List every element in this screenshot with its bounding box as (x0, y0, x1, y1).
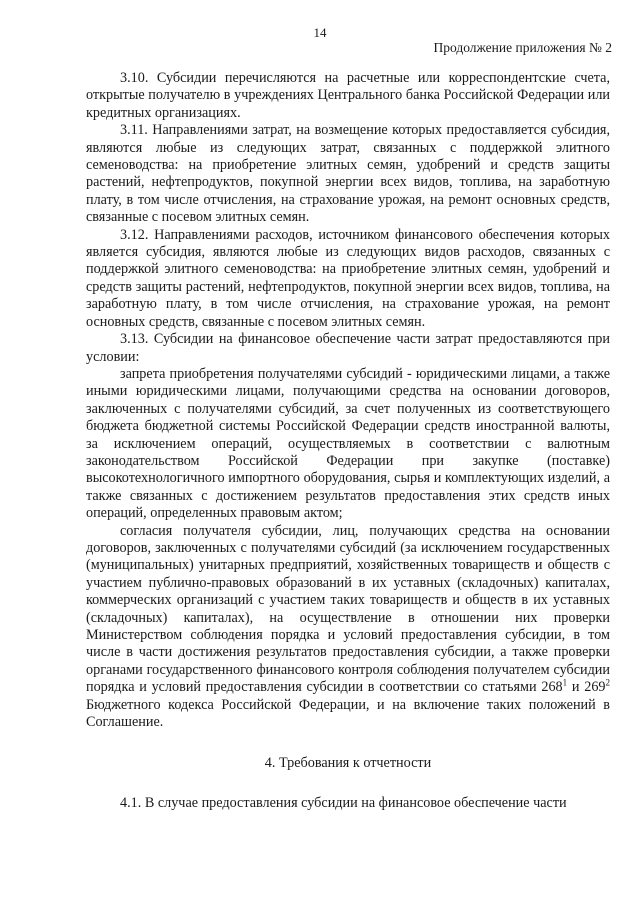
paragraph-3-13: 3.13. Субсидии на финансовое обеспечение части затрат предоставляются при условии: (86, 331, 610, 365)
consent-text-part-1: согласия получателя субсидии, лиц, получающих средства на основании договоров, заключенных с получателями субсидий (за исключением государственных (муниципальных) унитарных предприятий, хозяйственных товариществ и обществ с участием публично-правовых образований в их уставных (складочных) капиталах, коммерческих организаций с участием таких товариществ и обществ в их уставных (складочных) капиталах), на осуществление в отношении них проверки Министерством соблюдения порядка и условий предоставления субсидии, в том числе в части достижения результатов предоставления субсидии, а также проверки органами государственного финансового контроля соблюдения получателем субсидии порядка и условий предоставления субсидии в соответствии со статьями 268 (86, 522, 610, 696)
consent-text-part-2: и 269 (567, 679, 606, 696)
paragraph-4-1: 4.1. В случае предоставления субсидии на финансовое обеспечение части (120, 794, 567, 811)
paragraph-prohibition-condition: запрета приобретения получателями субсидий - юридическими лицами, а также иными юридическими лицами, получающими средства на основании договоров, заключенных с получателями субсидий, за счет полученных из соответствующего бюджета бюджетной системы Российской Федерации средств иностранной валюты, за исключением операций, осуществляемых в соответствии с валютным законодательством Российской Федерации при закупке (поставке) высокотехнологичного импортного оборудования, сырья и комплектующих изделий, а также связанных с достижением результатов предоставления этих средств иных операций, определенных правовым актом; (86, 365, 610, 522)
page-number: 14 (313, 25, 327, 40)
paragraph-3-10: 3.10. Субсидии перечисляются на расчетные или корреспондентские счета, открытые получателю в учреждениях Центрального банка Российской Федерации или кредитных организациях. (86, 70, 610, 121)
paragraph-consent-condition (86, 523, 610, 732)
superscript-2: 2 (605, 677, 611, 688)
consent-text-part-3: Бюджетного кодекса Российской Федерации, и на включение таких положений в Соглашение. (86, 696, 610, 731)
superscript-1: 1 (562, 677, 568, 688)
document-body (86, 70, 610, 812)
section-heading: 4. Требования к отчетности (264, 755, 432, 772)
continuation-note: Продолжение приложения № 2 (433, 40, 612, 55)
paragraph-3-11: 3.11. Направлениями затрат, на возмещение которых предоставляется субсидия, являются любые из следующих затрат, связанных с поддержкой элитного семеноводства: на приобретение элитных семян, удобрений и средств защиты растений, нефтепродуктов, покупной энергии всех видов, топлива, на заработную плату, в том числе отчисления, на страхование урожая, на ремонт основных средств, связанные с посевом элитных семян. (86, 122, 610, 226)
paragraph-3-12: 3.12. Направлениями расходов, источником финансового обеспечения которых является субсидия, являются любые из следующих видов расходов, связанных с поддержкой элитного семеноводства: на приобретение элитных семян, удобрений и средств защиты растений, нефтепродуктов, покупной энергии всех видов, топлива, на заработную плату, в том числе отчисления, на страхование урожая, на ремонт основных средств, связанные с посевом элитных семян. (86, 226, 610, 330)
